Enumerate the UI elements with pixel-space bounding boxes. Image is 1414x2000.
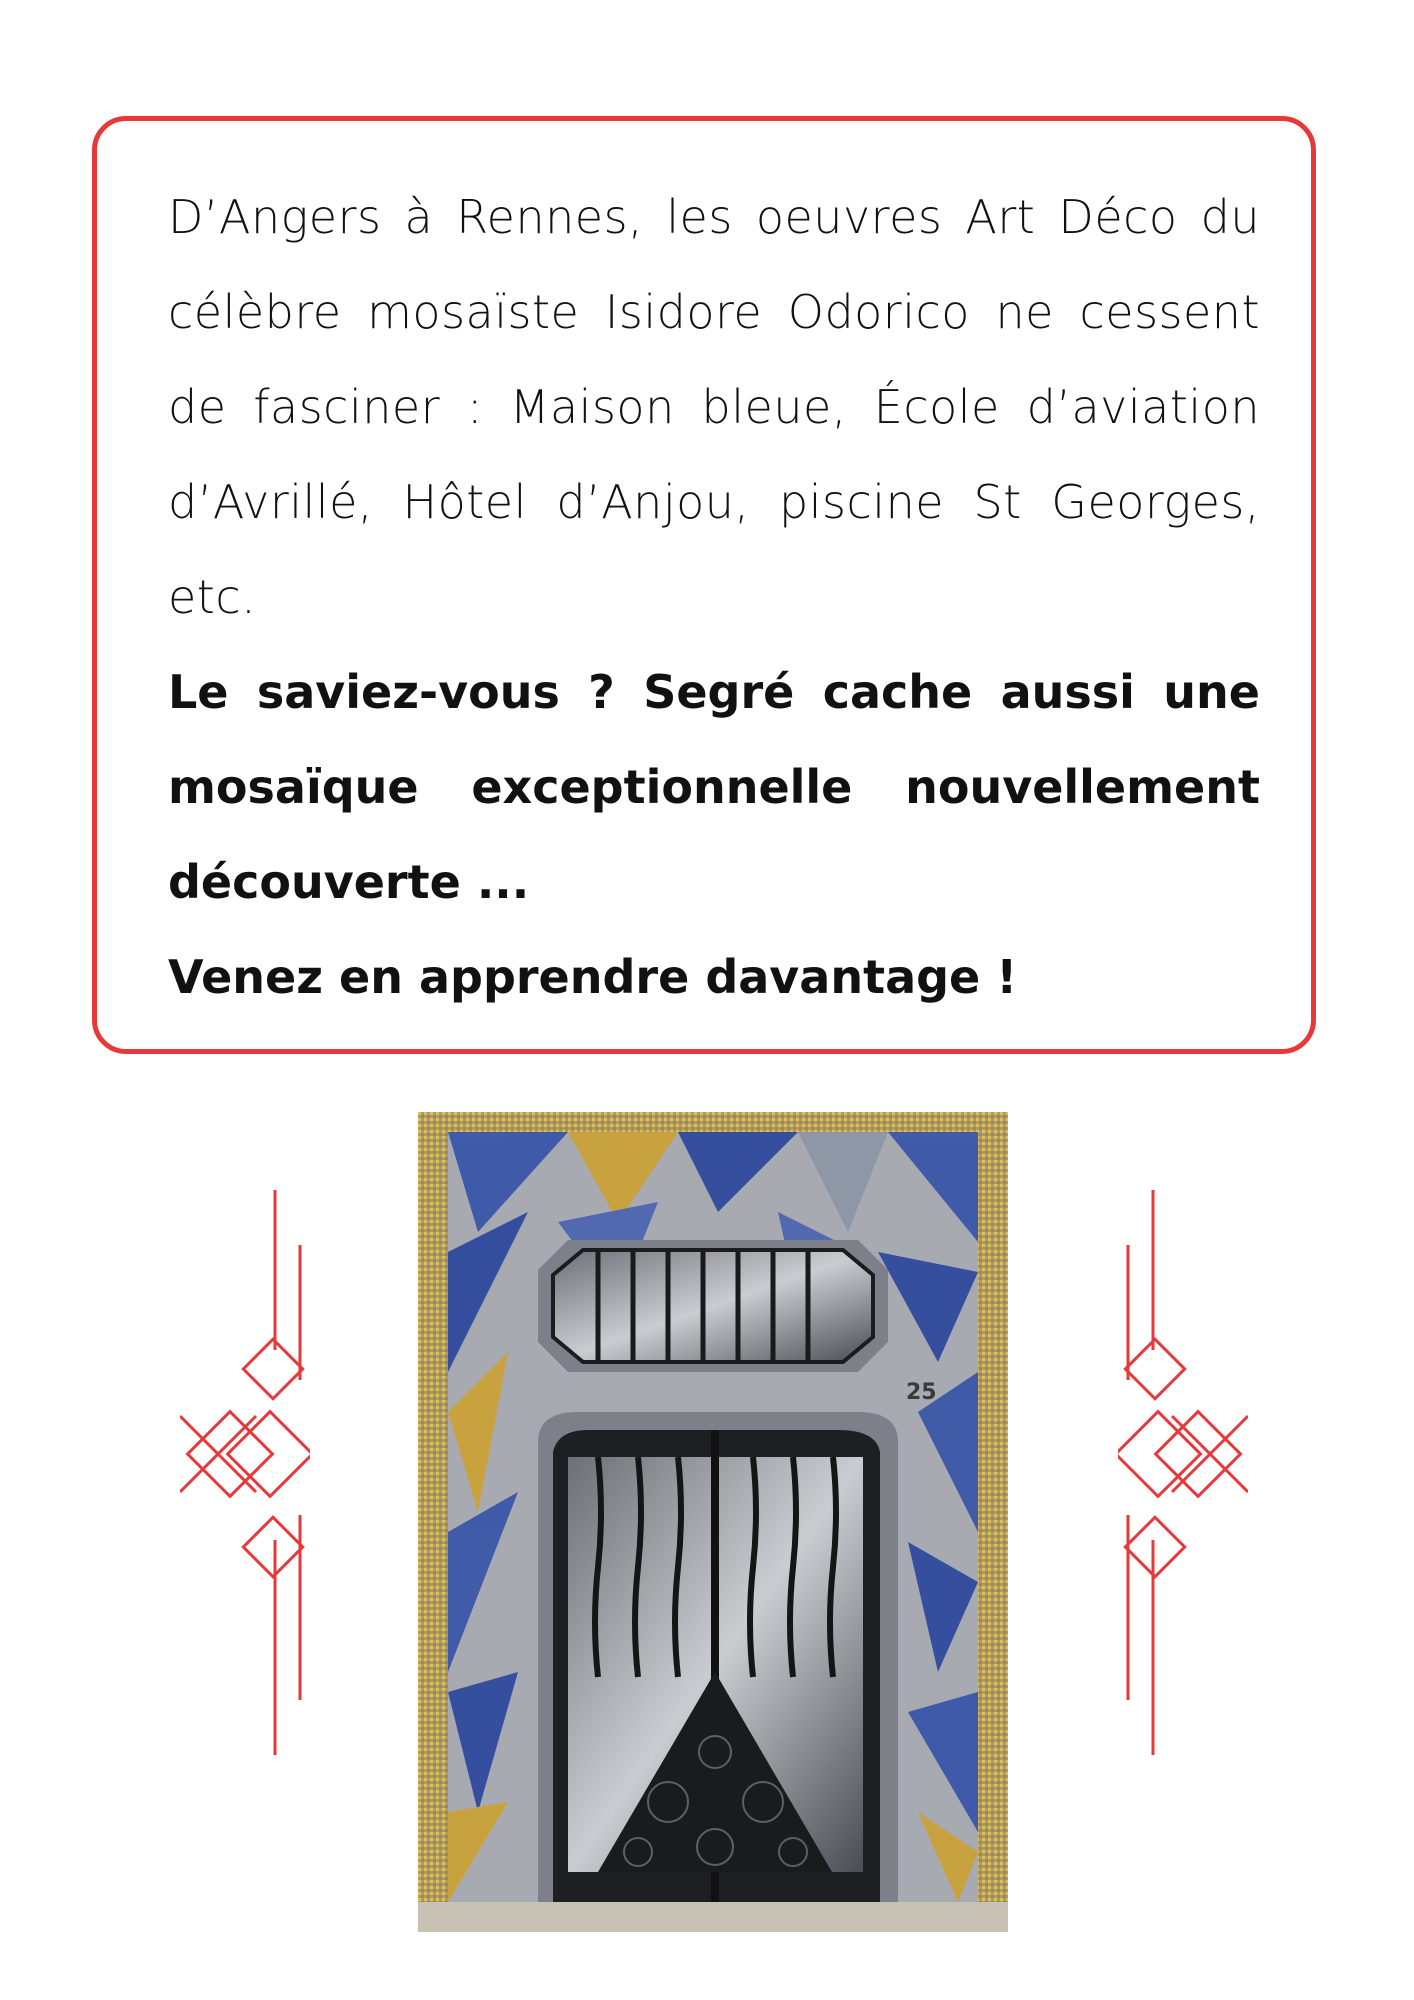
art-deco-ornament-right xyxy=(1118,1190,1248,1770)
art-deco-ornament-left xyxy=(180,1190,310,1770)
mosaic-door-photo xyxy=(418,1112,1008,1932)
mosaic-door-illustration xyxy=(418,1112,1008,1932)
call-to-action: Venez en apprendre davantage ! xyxy=(168,950,1018,1004)
house-number: 25 xyxy=(906,1380,937,1405)
intro-paragraph: D’Angers à Rennes, les oeuvres Art Déco du célèbre mosaïste Isidore Odorico ne cessent de fasciner : Maison bleue, École d’aviation d’Avrillé, Hôtel d’Anjou, piscine St Georges, etc. xyxy=(168,190,1260,624)
text-block xyxy=(168,170,1260,1025)
highlight-paragraph: Le saviez-vous ? Segré cache aussi une mosaïque exceptionnelle nouvellement découverte ... xyxy=(168,665,1260,909)
